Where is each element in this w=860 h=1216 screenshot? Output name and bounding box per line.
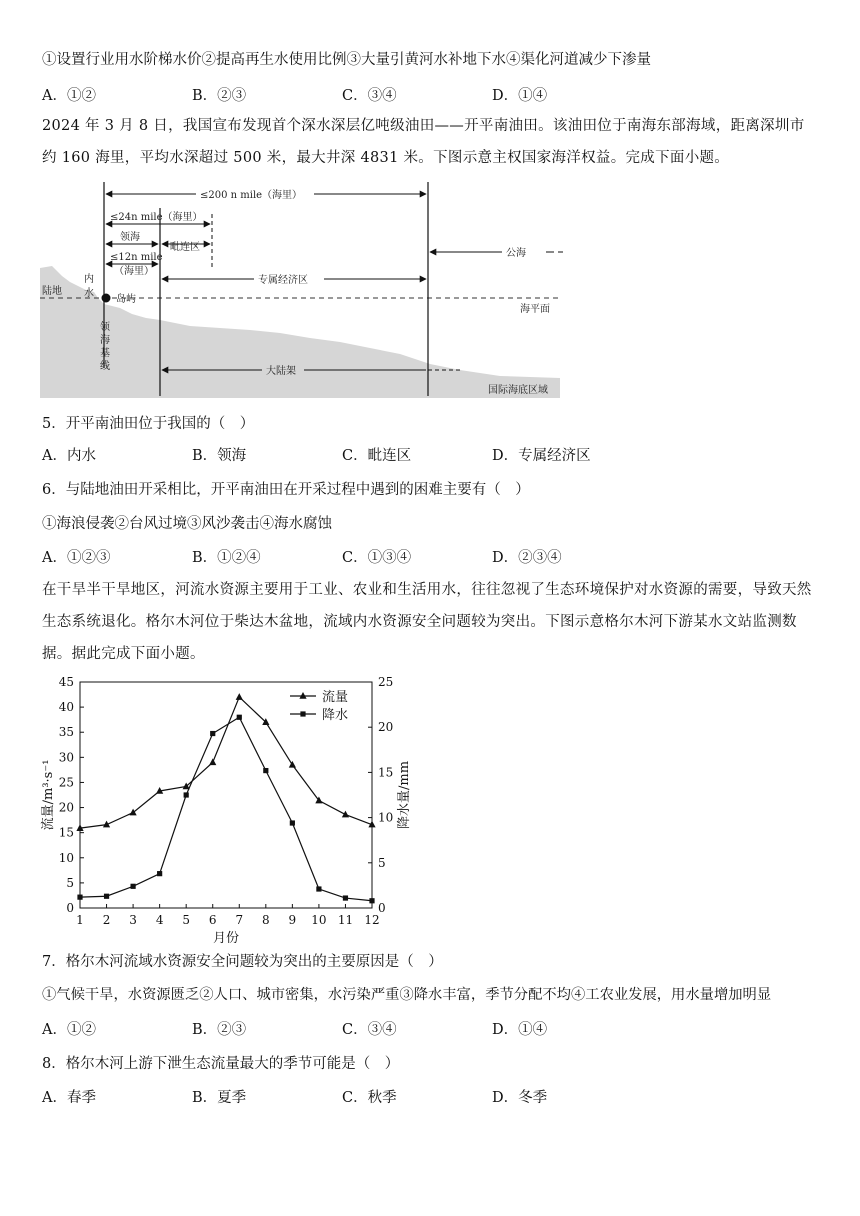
label-12nm: ≤12n mile bbox=[110, 252, 163, 263]
left-tick-label: 45 bbox=[58, 675, 74, 689]
q7-option-a[interactable]: A．①② bbox=[42, 1022, 96, 1038]
q5-stem: 5．开平南油田位于我国的（ ） bbox=[42, 416, 255, 432]
q5-options bbox=[42, 444, 818, 464]
label-international-seabed: 国际海底区域 bbox=[488, 385, 548, 396]
right-tick-label: 25 bbox=[378, 675, 394, 689]
q5-option-a[interactable]: A．内水 bbox=[42, 448, 96, 464]
left-tick-label: 40 bbox=[58, 700, 74, 715]
legend-label-2: 降水 bbox=[322, 708, 349, 723]
precip-point bbox=[290, 820, 295, 825]
label-island: 岛屿 bbox=[116, 294, 136, 305]
flow-point bbox=[209, 758, 216, 765]
q4-options bbox=[42, 84, 818, 104]
series-line-2 bbox=[80, 717, 372, 901]
q4-items: ①设置行业用水阶梯水价②提高再生水使用比例③大量引黄河水补地下水④渠化河道减少下渗量 bbox=[42, 52, 651, 68]
label-high-seas: 公海 bbox=[506, 248, 526, 259]
q8-option-a[interactable]: A．春季 bbox=[42, 1090, 96, 1106]
left-tick-label: 25 bbox=[58, 775, 74, 790]
q8-option-c[interactable]: C．秋季 bbox=[342, 1090, 397, 1106]
q8-options bbox=[42, 1086, 818, 1106]
left-tick-label: 20 bbox=[58, 800, 74, 815]
label-baseline-4: 线 bbox=[100, 361, 110, 372]
q7-stem: 7．格尔木河流域水资源安全问题较为突出的主要原因是（ ） bbox=[42, 954, 443, 970]
q6-items: ①海浪侵袭②台风过境③风沙袭击④海水腐蚀 bbox=[42, 516, 332, 532]
flow-point bbox=[342, 811, 349, 818]
legend-marker-precip bbox=[300, 711, 305, 716]
precip-point bbox=[104, 894, 109, 899]
q5-option-d[interactable]: D．专属经济区 bbox=[492, 448, 591, 464]
flow-precipitation-chart bbox=[40, 672, 420, 948]
precip-point bbox=[316, 886, 321, 891]
label-eez: 专属经济区 bbox=[258, 275, 308, 286]
q4-option-a[interactable]: A．①② bbox=[42, 88, 96, 104]
q8-stem: 8．格尔木河上游下泄生态流量最大的季节可能是（ ） bbox=[42, 1056, 400, 1072]
q5-option-c[interactable]: C．毗连区 bbox=[342, 448, 412, 464]
q6-option-c[interactable]: C．①③④ bbox=[342, 550, 412, 566]
precip-point bbox=[184, 792, 189, 797]
q7-option-b[interactable]: B．②③ bbox=[192, 1022, 247, 1038]
label-200nm: ≤200 n mile（海里） bbox=[200, 190, 303, 201]
left-axis-title: 流量/m³·s⁻¹ bbox=[41, 759, 56, 831]
q4-option-b[interactable]: B．②③ bbox=[192, 88, 247, 104]
label-24nm: ≤24n mile（海里） bbox=[110, 212, 203, 223]
maritime-rights-diagram bbox=[40, 178, 570, 400]
precip-point bbox=[343, 895, 348, 900]
x-tick-label: 10 bbox=[311, 913, 327, 927]
q7-items: ①气候干旱，水资源匮乏②人口、城市密集，水污染严重③降水丰富，季节分配不均④工农业发展，用水量增加明显 bbox=[42, 987, 772, 1003]
x-axis-title: 月份 bbox=[212, 931, 240, 946]
left-tick-label: 15 bbox=[58, 825, 74, 840]
label-baseline-2: 海 bbox=[100, 335, 110, 346]
right-tick-label: 20 bbox=[378, 720, 394, 735]
x-tick-label: 9 bbox=[288, 913, 297, 927]
x-tick-label: 1 bbox=[76, 913, 84, 927]
precip-point bbox=[157, 871, 162, 876]
q8-option-d[interactable]: D．冬季 bbox=[492, 1090, 548, 1106]
label-territorial-sea: 领海 bbox=[120, 232, 140, 243]
x-tick-label: 12 bbox=[364, 913, 380, 927]
label-internal-waters-2: 水 bbox=[84, 288, 94, 299]
right-tick-label: 0 bbox=[378, 901, 386, 915]
q6-option-a[interactable]: A．①②③ bbox=[42, 550, 111, 566]
label-12nm-unit: （海里） bbox=[114, 266, 154, 277]
q8-option-b[interactable]: B．夏季 bbox=[192, 1090, 247, 1106]
q7-option-c[interactable]: C．③④ bbox=[342, 1022, 397, 1038]
q6-option-d[interactable]: D．②③④ bbox=[492, 550, 562, 566]
intro-paragraph-2: 在干旱半干旱地区，河流水资源主要用于工业、农业和生活用水，往往忽视了生态环境保护对水资源的需要，导致天然生态系统退化。格尔木河位于柴达木盆地，流域内水资源安全问题较为突出。下图示意格尔木河下游某水文站监测数据。据此完成下面小题。 bbox=[42, 582, 812, 662]
precip-point bbox=[130, 884, 135, 889]
x-tick-label: 7 bbox=[235, 913, 244, 927]
x-tick-label: 11 bbox=[337, 913, 354, 927]
island-point bbox=[102, 294, 111, 303]
label-internal-waters-1: 内 bbox=[84, 274, 94, 285]
label-baseline-3: 基 bbox=[100, 348, 110, 359]
precip-point bbox=[210, 731, 215, 736]
legend-label-1: 流量 bbox=[322, 690, 349, 705]
x-tick-label: 3 bbox=[129, 913, 137, 927]
label-sea-level: 海平面 bbox=[520, 304, 550, 315]
flow-point bbox=[236, 693, 243, 700]
left-tick-label: 5 bbox=[66, 875, 74, 890]
right-axis-title: 降水量/mm bbox=[397, 760, 412, 830]
precip-point bbox=[263, 768, 268, 773]
right-tick-label: 10 bbox=[378, 810, 394, 825]
label-land: 陆地 bbox=[42, 286, 62, 297]
left-tick-label: 35 bbox=[58, 725, 74, 740]
right-tick-label: 5 bbox=[378, 855, 386, 870]
q6-options bbox=[42, 546, 818, 566]
right-tick-label: 15 bbox=[378, 765, 394, 780]
q6-stem: 6．与陆地油田开采相比，开平南油田在开采过程中遇到的困难主要有（ ） bbox=[42, 482, 530, 498]
q7-option-d[interactable]: D．①④ bbox=[492, 1022, 548, 1038]
left-tick-label: 30 bbox=[58, 750, 74, 765]
precip-point bbox=[369, 898, 374, 903]
q5-option-b[interactable]: B．领海 bbox=[192, 448, 247, 464]
q4-option-d[interactable]: D．①④ bbox=[492, 88, 548, 104]
label-baseline-1: 领 bbox=[100, 322, 110, 333]
x-tick-label: 6 bbox=[208, 913, 217, 927]
precip-point bbox=[77, 895, 82, 900]
x-tick-label: 5 bbox=[182, 913, 191, 927]
left-tick-label: 0 bbox=[66, 901, 74, 915]
intro-paragraph-1: 2024 年 3 月 8 日，我国宣布发现首个深水深层亿吨级油田——开平南油田。该油田位于南海东部海域，距离深圳市约 160 海里，平均水深超过 500 米，最大井深 4831 米。下图示意主权国家海洋权益。完成下面小题。 bbox=[42, 118, 805, 166]
label-contiguous-zone: 毗连区 bbox=[170, 242, 200, 253]
flow-point bbox=[129, 809, 136, 816]
x-tick-label: 2 bbox=[102, 913, 111, 927]
q7-options bbox=[42, 1018, 818, 1038]
q6-option-b[interactable]: B．①②④ bbox=[192, 550, 261, 566]
label-continental-shelf: 大陆架 bbox=[266, 366, 296, 377]
q4-option-c[interactable]: C．③④ bbox=[342, 88, 397, 104]
precip-point bbox=[237, 715, 242, 720]
x-tick-label: 4 bbox=[155, 913, 164, 927]
x-tick-label: 8 bbox=[261, 913, 270, 927]
left-tick-label: 10 bbox=[58, 850, 74, 865]
